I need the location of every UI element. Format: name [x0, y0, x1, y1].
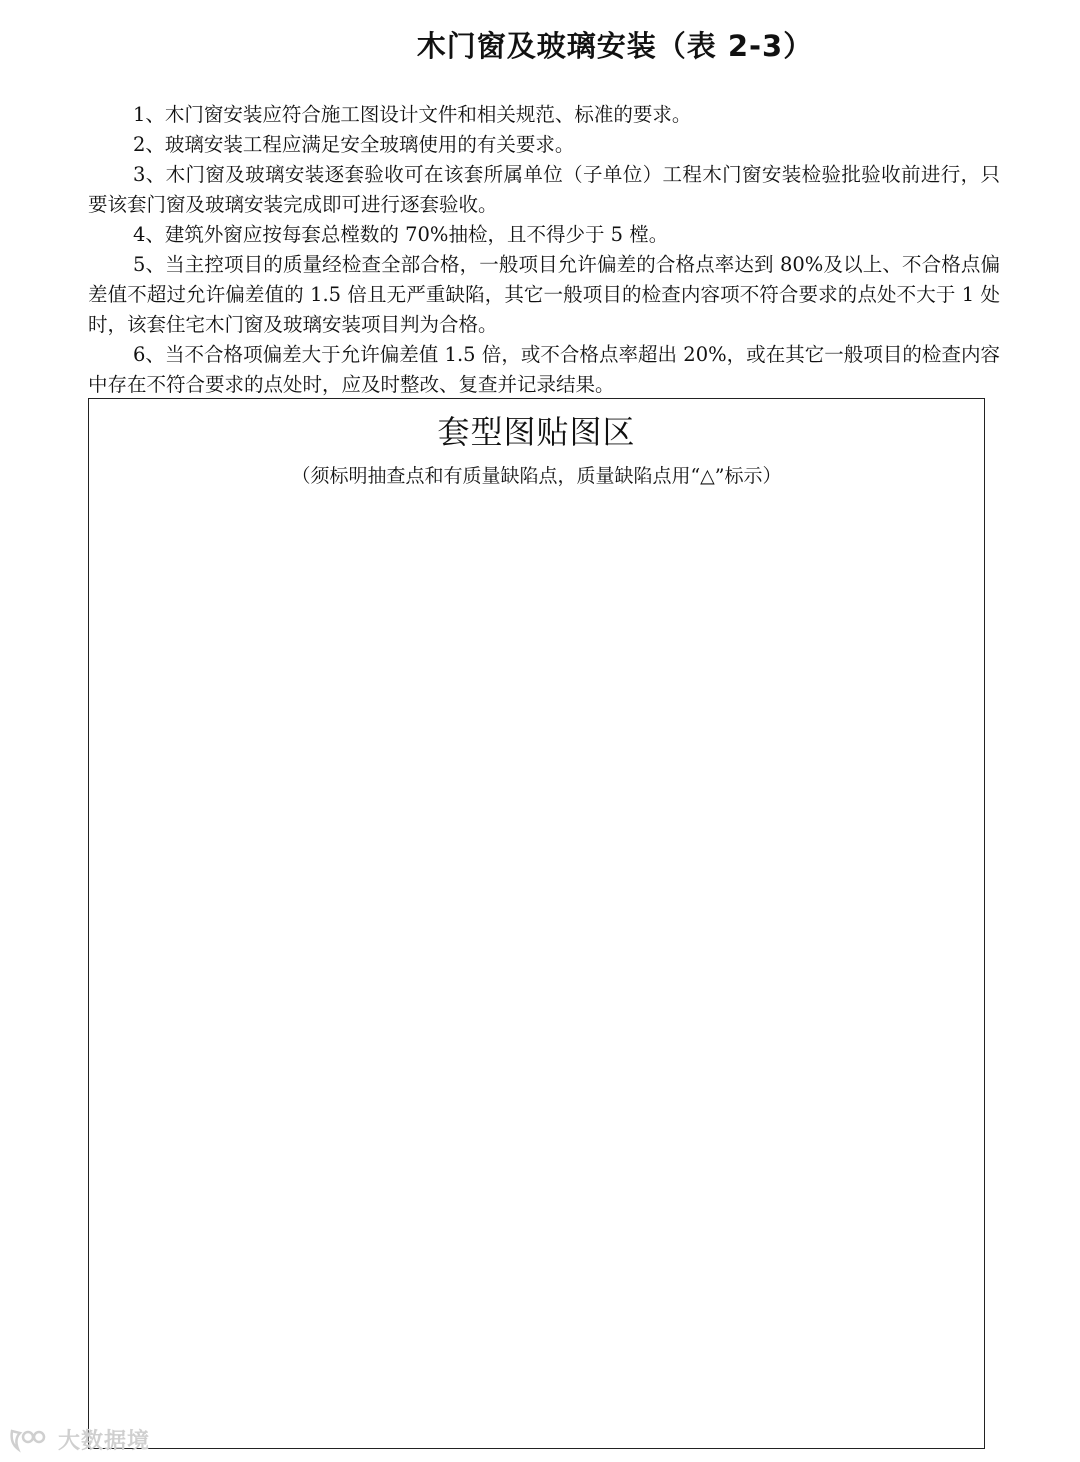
instruction-item-6: 6、当不合格项偏差大于允许偏差值 1.5 倍，或不合格点率超出 20%，或在其它一般项目的检查内容中存在不符合要求的点处时，应及时整改、复查并记录结果。 — [88, 343, 1000, 396]
document-title: 木门窗及玻璃安装（表 2-3） — [416, 29, 814, 63]
instruction-item-1: 1、木门窗安装应符合施工图设计文件和相关规范、标准的要求。 — [133, 103, 692, 126]
watermark-text: 大数据境 — [58, 1429, 151, 1454]
watermark — [8, 1424, 150, 1455]
paste-area-note: （须标明抽查点和有质量缺陷点，质量缺陷点用“△”标示） — [291, 465, 782, 487]
instruction-item-3: 3、木门窗及玻璃安装逐套验收可在该套所属单位（子单位）工程木门窗安装检验批验收前进行，只要该套门窗及玻璃安装完成即可进行逐套验收。 — [88, 163, 1000, 216]
paste-area-heading: 套型图贴图区 — [437, 413, 636, 451]
floor-plan-paste-area — [88, 398, 985, 1449]
instruction-item-4: 4、建筑外窗应按每套总樘数的 70%抽检，且不得少于 5 樘。 — [133, 223, 669, 246]
instruction-item-2: 2、玻璃安装工程应满足安全玻璃使用的有关要求。 — [133, 133, 575, 156]
instruction-item-5: 5、当主控项目的质量经检查全部合格，一般项目允许偏差的合格点率达到 80%及以上、不合格点偏差值不超过允许偏差值的 1.5 倍且无严重缺陷，其它一般项目的检查内容项不符合要求的点处不大于 1 处时，该套住宅木门窗及玻璃安装项目判为合格。 — [88, 253, 1000, 336]
instructions-list — [88, 100, 1000, 400]
logo-icon — [8, 1425, 52, 1455]
